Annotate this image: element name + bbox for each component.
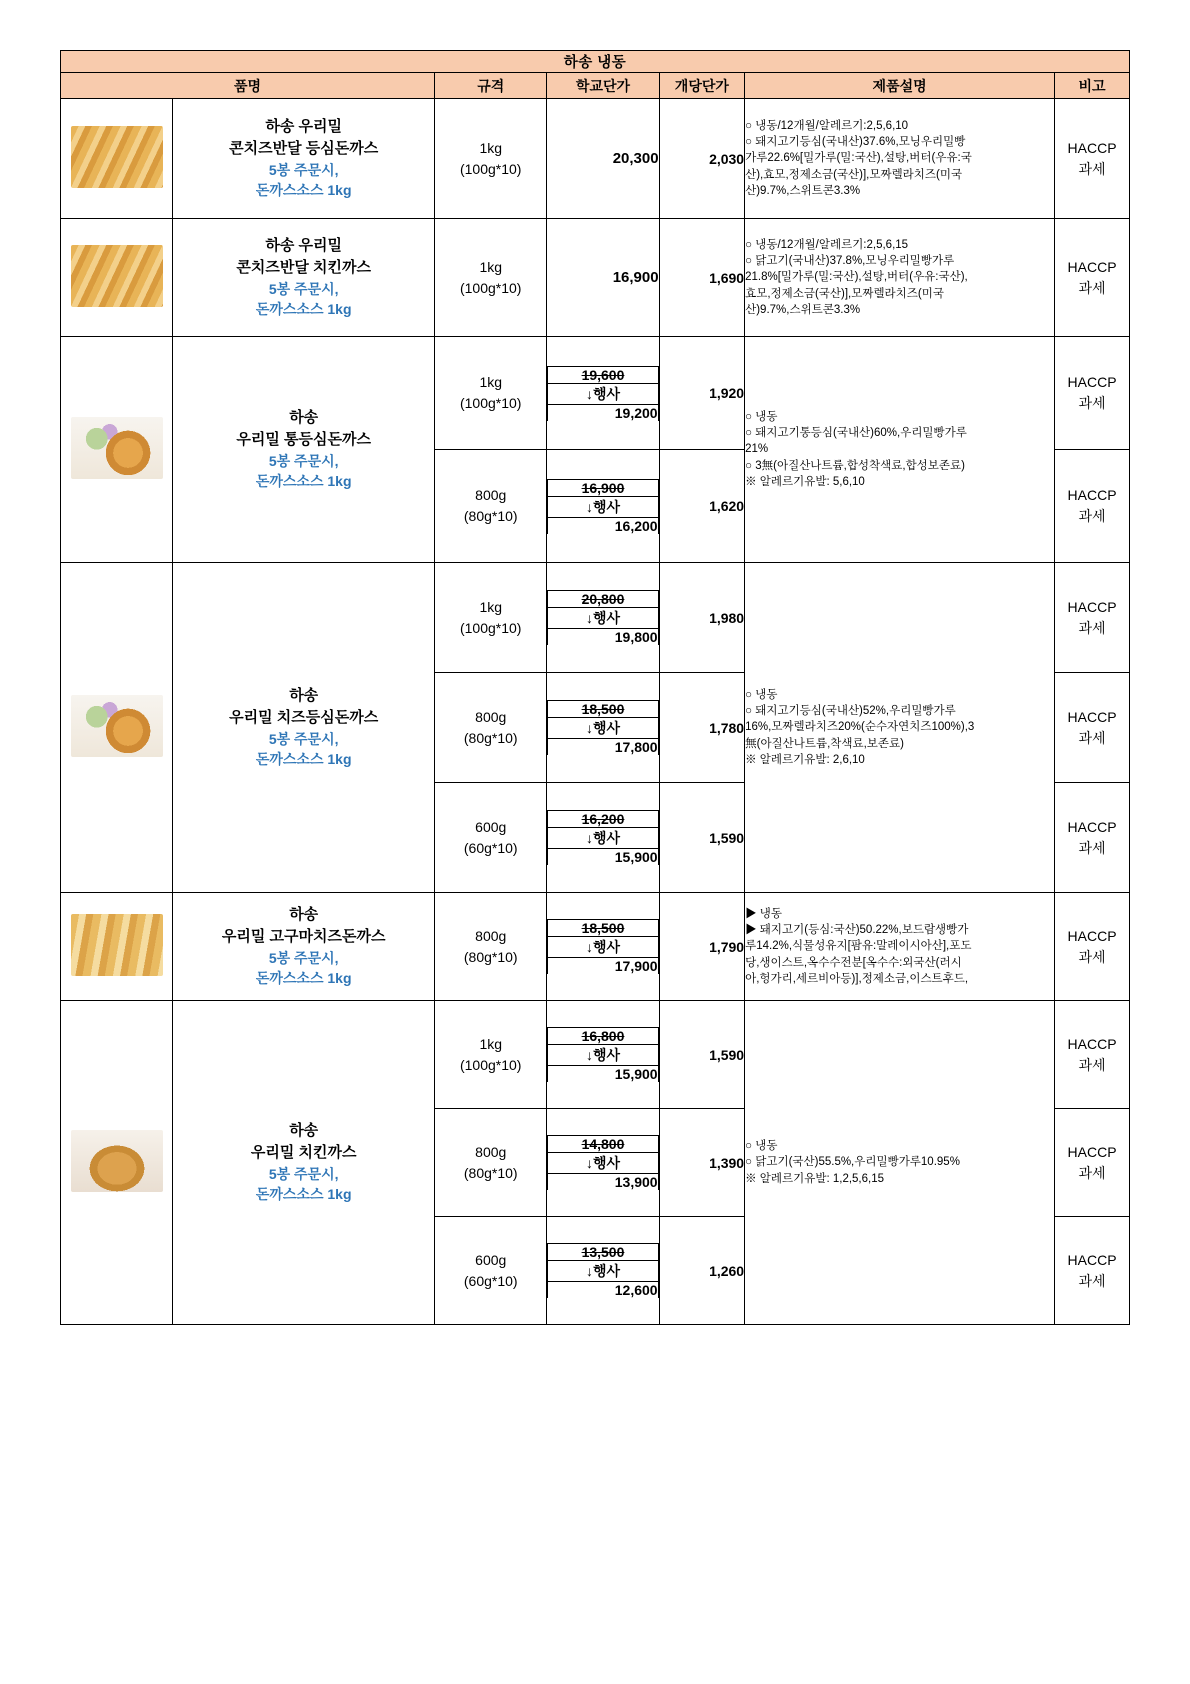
column-header-description: 제품설명 bbox=[745, 73, 1055, 99]
product-spec bbox=[435, 673, 547, 783]
spec-pack: (100g*10) bbox=[459, 1056, 522, 1073]
product-name-line2: 우리밀 고구마치즈돈까스 bbox=[221, 928, 386, 946]
price-original: 16,800 bbox=[548, 1028, 658, 1045]
product-name-line2: 우리밀 치킨까스 bbox=[250, 1144, 357, 1162]
unit-price: 1,590 bbox=[659, 1001, 745, 1109]
note-haccp: HACCP bbox=[1067, 1143, 1117, 1160]
table-header-row bbox=[61, 73, 1130, 99]
product-description bbox=[745, 99, 1055, 219]
product-name-cell bbox=[173, 219, 435, 337]
product-promo-line1: 5봉 주문시, bbox=[268, 452, 339, 469]
column-header-note: 비고 bbox=[1055, 73, 1130, 99]
product-name-line2: 우리밀 치즈등심돈까스 bbox=[229, 709, 379, 727]
spec-pack: (100g*10) bbox=[459, 395, 522, 411]
note-tax: 과세 bbox=[1078, 1164, 1106, 1181]
product-promo-line1: 5봉 주문시, bbox=[268, 949, 339, 966]
school-price-stack bbox=[547, 563, 659, 673]
price-event-label: ↓행사 bbox=[548, 608, 658, 629]
product-note bbox=[1055, 99, 1130, 219]
product-name-line1: 하송 우리밀 bbox=[265, 118, 342, 136]
product-promo-line2: 돈까스소스 1kg bbox=[255, 751, 352, 768]
food-photo-icon bbox=[71, 245, 163, 307]
product-image bbox=[61, 219, 173, 337]
product-name-line1: 하송 우리밀 bbox=[265, 237, 342, 255]
desc-line: 효모,정제소금(국산)],모짜렐라치즈(미국 bbox=[745, 287, 944, 300]
desc-line: ※ 알레르기유발: 5,6,10 bbox=[745, 475, 865, 488]
spec-pack: (60g*10) bbox=[463, 1272, 518, 1289]
product-name-line1: 하송 bbox=[289, 409, 319, 427]
food-photo-icon bbox=[71, 417, 163, 479]
note-haccp: HACCP bbox=[1067, 598, 1117, 615]
product-spec bbox=[435, 783, 547, 893]
note-tax: 과세 bbox=[1078, 1272, 1106, 1289]
product-name-line1: 하송 bbox=[289, 906, 319, 924]
price-original: 18,500 bbox=[548, 701, 658, 718]
product-description bbox=[745, 1001, 1055, 1325]
desc-line: 21% bbox=[745, 443, 769, 456]
product-name-cell bbox=[173, 337, 435, 563]
price-final: 16,200 bbox=[548, 517, 658, 534]
note-haccp: HACCP bbox=[1067, 1251, 1117, 1268]
product-note bbox=[1055, 673, 1130, 783]
product-spec bbox=[435, 1217, 547, 1325]
product-image bbox=[61, 337, 173, 563]
price-original: 14,800 bbox=[548, 1136, 658, 1153]
school-price-stack bbox=[547, 450, 659, 563]
school-price: 20,300 bbox=[547, 99, 659, 219]
product-spec bbox=[435, 99, 547, 219]
school-price-stack bbox=[547, 1001, 659, 1109]
product-promo-line1: 5봉 주문시, bbox=[268, 730, 339, 747]
product-promo-line2: 돈까스소스 1kg bbox=[255, 182, 352, 199]
desc-line: ○ 냉동 bbox=[745, 688, 778, 701]
product-promo-line2: 돈까스소스 1kg bbox=[255, 473, 352, 490]
food-photo-icon bbox=[71, 126, 163, 188]
spec-weight: 1kg bbox=[479, 374, 503, 390]
desc-line: ※ 알레르기유발: 2,6,10 bbox=[745, 753, 865, 766]
table-banner-row bbox=[61, 51, 1130, 73]
note-haccp: HACCP bbox=[1067, 818, 1117, 835]
product-promo-line2: 돈까스소스 1kg bbox=[255, 301, 352, 318]
school-price-stack bbox=[547, 673, 659, 783]
desc-line: 無(아질산나트륨,착색료,보존료) bbox=[745, 737, 904, 750]
note-haccp: HACCP bbox=[1067, 927, 1117, 944]
banner-title: 하송 냉동 bbox=[61, 51, 1130, 73]
product-name-cell bbox=[173, 563, 435, 893]
unit-price: 1,590 bbox=[659, 783, 745, 893]
product-name-cell bbox=[173, 99, 435, 219]
desc-line: ○ 돼지고기등심(국내산)52%,우리밀빵가루 bbox=[745, 705, 956, 717]
desc-line: 산)9.7%,스위트콘3.3% bbox=[745, 303, 861, 316]
note-tax: 과세 bbox=[1078, 839, 1106, 856]
product-price-table bbox=[60, 50, 1130, 1325]
price-final: 19,800 bbox=[548, 629, 658, 646]
product-note bbox=[1055, 1109, 1130, 1217]
desc-line: ○ 냉동/12개월/알레르기:2,5,6,10 bbox=[745, 119, 909, 132]
table-row bbox=[61, 893, 1130, 1001]
product-promo-line2: 돈까스소스 1kg bbox=[255, 970, 352, 987]
spec-pack: (80g*10) bbox=[463, 729, 518, 746]
food-photo-icon bbox=[71, 1130, 163, 1192]
product-spec bbox=[435, 219, 547, 337]
product-name-line2: 콘치즈반달 등심돈까스 bbox=[229, 140, 379, 158]
desc-line: ○ 닭고기(국내산)37.8%,모닝우리밀빵가루 bbox=[745, 255, 955, 267]
note-tax: 과세 bbox=[1078, 395, 1106, 411]
spec-weight: 800g bbox=[475, 927, 507, 944]
product-name-cell bbox=[173, 1001, 435, 1325]
spec-weight: 1kg bbox=[479, 598, 503, 615]
product-note bbox=[1055, 219, 1130, 337]
desc-line: 루14.2%,식물성유지[팜유:말레이시아산],포도 bbox=[745, 940, 972, 953]
desc-line: 가루22.6%[밀가루(밀:국산),설탕,버터(우유:국 bbox=[745, 152, 972, 165]
unit-price: 2,030 bbox=[659, 99, 745, 219]
price-event-label: ↓행사 bbox=[548, 937, 658, 958]
note-tax: 과세 bbox=[1078, 948, 1106, 965]
product-promo-line1: 5봉 주문시, bbox=[268, 280, 339, 297]
desc-line: ▶ 냉동 bbox=[745, 907, 783, 920]
price-event-label: ↓행사 bbox=[548, 718, 658, 739]
product-spec bbox=[435, 450, 547, 563]
unit-price: 1,790 bbox=[659, 893, 745, 1001]
table-row bbox=[61, 99, 1130, 219]
spec-pack: (100g*10) bbox=[459, 279, 522, 296]
unit-price: 1,920 bbox=[659, 337, 745, 450]
product-name-line1: 하송 bbox=[289, 687, 319, 705]
note-haccp: HACCP bbox=[1067, 708, 1117, 725]
unit-price: 1,780 bbox=[659, 673, 745, 783]
price-final: 19,200 bbox=[548, 404, 658, 421]
price-event-label: ↓행사 bbox=[548, 383, 658, 404]
note-tax: 과세 bbox=[1078, 279, 1106, 296]
spec-weight: 1kg bbox=[479, 139, 503, 156]
product-note bbox=[1055, 1217, 1130, 1325]
spec-pack: (80g*10) bbox=[463, 1164, 518, 1181]
price-original: 20,800 bbox=[548, 591, 658, 608]
unit-price: 1,980 bbox=[659, 563, 745, 673]
column-header-unit-price: 개당단가 bbox=[659, 73, 745, 99]
desc-line: ○ 냉동 bbox=[745, 1140, 778, 1152]
product-description bbox=[745, 893, 1055, 1001]
price-original: 16,900 bbox=[548, 479, 658, 496]
price-final: 12,600 bbox=[548, 1282, 658, 1299]
note-tax: 과세 bbox=[1078, 160, 1106, 177]
product-name-line2: 콘치즈반달 치킨까스 bbox=[236, 259, 371, 277]
school-price-stack bbox=[547, 893, 659, 1001]
unit-price: 1,390 bbox=[659, 1109, 745, 1217]
price-original: 16,200 bbox=[548, 811, 658, 828]
price-event-label: ↓행사 bbox=[548, 1045, 658, 1066]
product-image bbox=[61, 563, 173, 893]
food-photo-icon bbox=[71, 914, 163, 976]
price-final: 13,900 bbox=[548, 1174, 658, 1191]
desc-line: 21.8%[밀가루(밀:국산),설탕,버터(우유:국산), bbox=[745, 271, 968, 284]
table-row bbox=[61, 1001, 1130, 1109]
unit-price: 1,620 bbox=[659, 450, 745, 563]
food-photo-icon bbox=[71, 695, 163, 757]
note-tax: 과세 bbox=[1078, 1056, 1106, 1073]
unit-price: 1,260 bbox=[659, 1217, 745, 1325]
spec-weight: 800g bbox=[475, 487, 507, 503]
price-original: 19,600 bbox=[548, 366, 658, 383]
price-event-label: ↓행사 bbox=[548, 1261, 658, 1282]
spec-weight: 1kg bbox=[479, 1035, 503, 1052]
desc-line: 산),효모,정제소금(국산)],모짜렐라치즈(미국 bbox=[745, 168, 963, 181]
desc-line: 아,헝가리,세르비아등)],정제소금,이스트후드, bbox=[745, 972, 969, 985]
product-spec bbox=[435, 1109, 547, 1217]
school-price-stack bbox=[547, 1217, 659, 1325]
product-image bbox=[61, 99, 173, 219]
desc-line: ○ 냉동/12개월/알레르기:2,5,6,15 bbox=[745, 238, 909, 251]
price-original: 13,500 bbox=[548, 1244, 658, 1261]
column-header-spec: 규격 bbox=[435, 73, 547, 99]
product-promo-line1: 5봉 주문시, bbox=[268, 1165, 339, 1182]
table-row bbox=[61, 219, 1130, 337]
desc-line: ▶ 돼지고기(등심:국산)50.22%,보드람생빵가 bbox=[745, 924, 969, 936]
desc-line: 당,생이스트,옥수수전분[옥수수:외국산(러시 bbox=[745, 956, 962, 969]
product-name-cell bbox=[173, 893, 435, 1001]
note-tax: 과세 bbox=[1078, 729, 1106, 746]
price-final: 17,800 bbox=[548, 739, 658, 756]
product-promo-line1: 5봉 주문시, bbox=[268, 161, 339, 178]
note-haccp: HACCP bbox=[1067, 139, 1117, 156]
column-header-name: 품명 bbox=[61, 73, 435, 99]
price-event-label: ↓행사 bbox=[548, 1153, 658, 1174]
note-haccp: HACCP bbox=[1067, 374, 1117, 390]
spec-weight: 600g bbox=[475, 1251, 507, 1268]
product-spec bbox=[435, 337, 547, 450]
spec-pack: (100g*10) bbox=[459, 160, 522, 177]
spec-weight: 1kg bbox=[479, 258, 503, 275]
school-price-stack bbox=[547, 783, 659, 893]
table-row bbox=[61, 563, 1130, 673]
product-spec bbox=[435, 893, 547, 1001]
desc-line: ○ 닭고기(국산)55.5%,우리밀빵가루10.95% bbox=[745, 1156, 960, 1169]
product-description bbox=[745, 219, 1055, 337]
product-spec bbox=[435, 1001, 547, 1109]
product-description bbox=[745, 337, 1055, 563]
price-event-label: ↓행사 bbox=[548, 828, 658, 849]
spec-pack: (80g*10) bbox=[463, 508, 518, 524]
product-name-line1: 하송 bbox=[289, 1122, 319, 1140]
product-promo-line2: 돈까스소스 1kg bbox=[255, 1186, 352, 1203]
product-image bbox=[61, 1001, 173, 1325]
column-header-school-price: 학교단가 bbox=[547, 73, 659, 99]
product-note bbox=[1055, 1001, 1130, 1109]
note-tax: 과세 bbox=[1078, 508, 1106, 524]
unit-price: 1,690 bbox=[659, 219, 745, 337]
product-note bbox=[1055, 450, 1130, 563]
spec-pack: (80g*10) bbox=[463, 948, 518, 965]
desc-line: ○ 냉동 bbox=[745, 410, 778, 423]
price-final: 17,900 bbox=[548, 958, 658, 975]
desc-line: 16%,모짜렐라치즈20%(순수자연치즈100%),3 bbox=[745, 721, 975, 734]
school-price-stack bbox=[547, 1109, 659, 1217]
school-price-stack bbox=[547, 337, 659, 450]
note-haccp: HACCP bbox=[1067, 258, 1117, 275]
price-original: 18,500 bbox=[548, 920, 658, 937]
product-note bbox=[1055, 563, 1130, 673]
product-description bbox=[745, 563, 1055, 893]
spec-weight: 800g bbox=[475, 1143, 507, 1160]
product-note bbox=[1055, 783, 1130, 893]
product-name-line2: 우리밀 통등심돈까스 bbox=[236, 431, 371, 449]
spec-pack: (60g*10) bbox=[463, 839, 518, 856]
table-row bbox=[61, 337, 1130, 450]
note-tax: 과세 bbox=[1078, 619, 1106, 636]
price-event-label: ↓행사 bbox=[548, 496, 658, 517]
desc-line: ※ 알레르기유발: 1,2,5,6,15 bbox=[745, 1172, 885, 1185]
desc-line: ○ 돼지고기등심(국내산)37.6%,모닝우리밀빵 bbox=[745, 136, 966, 148]
product-note bbox=[1055, 337, 1130, 450]
product-image bbox=[61, 893, 173, 1001]
product-note bbox=[1055, 893, 1130, 1001]
spec-weight: 800g bbox=[475, 708, 507, 725]
note-haccp: HACCP bbox=[1067, 487, 1117, 503]
school-price: 16,900 bbox=[547, 219, 659, 337]
desc-line: ○ 돼지고기통등심(국내산)60%,우리밀빵가루 bbox=[745, 427, 967, 439]
note-haccp: HACCP bbox=[1067, 1035, 1117, 1052]
product-spec bbox=[435, 563, 547, 673]
price-final: 15,900 bbox=[548, 849, 658, 866]
desc-line: ○ 3無(아질산나트륨,합성착색료,합성보존료) bbox=[745, 459, 965, 472]
desc-line: 산)9.7%,스위트콘3.3% bbox=[745, 184, 861, 197]
price-final: 15,900 bbox=[548, 1066, 658, 1083]
spec-weight: 600g bbox=[475, 818, 507, 835]
spec-pack: (100g*10) bbox=[459, 619, 522, 636]
